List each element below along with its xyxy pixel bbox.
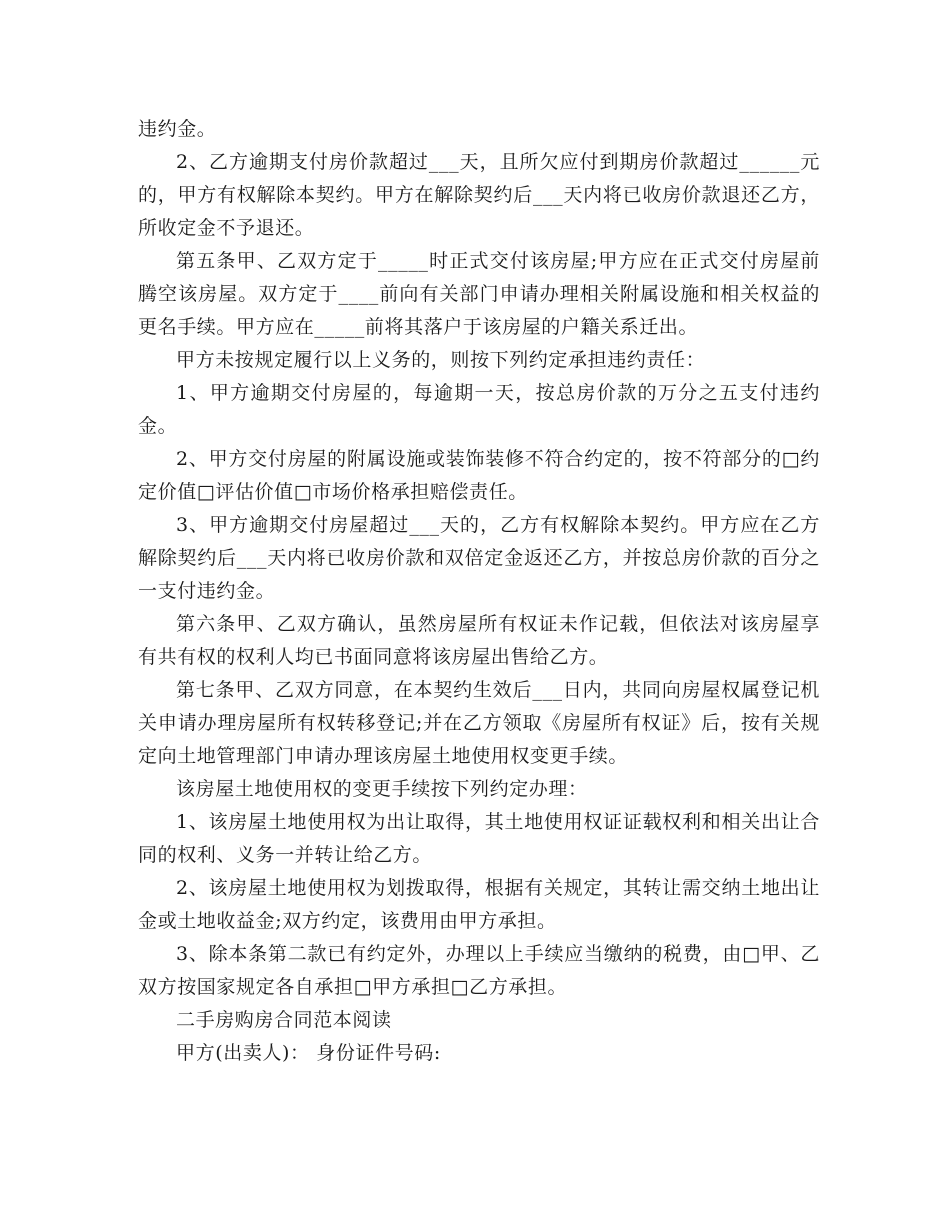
paragraph-land-transfer-grant: 1、该房屋土地使用权为出让取得，其土地使用权证证载权利和相关出让合同的权利、义务一并转让给乙方。 <box>138 811 820 866</box>
paragraph-seller-termination: 3、甲方逾期交付房屋超过___天的，乙方有权解除本契约。甲方应在乙方解除契约后___天内将已收房价款和双倍定金返还乙方，并按总房价款的百分之一支付违约金。 <box>138 514 820 602</box>
paragraph-land-allocation: 2、该房屋土地使用权为划拨取得，根据有关规定，其转让需交纳土地出让金或土地收益金;双方约定，该费用由甲方承担。 <box>138 877 820 932</box>
paragraph-seller-late-delivery: 1、甲方逾期交付房屋的，每逾期一天，按总房价款的万分之五支付违约金。 <box>138 382 820 437</box>
paragraph-taxes-fees: 3、除本条第二款已有约定外，办理以上手续应当缴纳的税费，由□甲、乙双方按国家规定各自承担□甲方承担□乙方承担。 <box>138 943 820 998</box>
paragraph-section-heading: 二手房购房合同范本阅读 <box>176 1009 392 1031</box>
paragraph-article-7-registration: 第七条甲、乙双方同意，在本契约生效后___日内，共同向房屋权属登记机关申请办理房屋所有权转移登记;并在乙方领取《房屋所有权证》后，按有关规定向土地管理部门申请办理该房屋土地使用权变更手续。 <box>138 679 820 767</box>
paragraph-party-a-line: 甲方(出卖人)： 身份证件号码: <box>176 1042 441 1064</box>
paragraph-article-5-delivery: 第五条甲、乙双方定于_____时正式交付该房屋;甲方应在正式交付房屋前腾空该房屋。双方定于____前向有关部门申请办理相关附属设施和相关权益的更名手续。甲方应在_____前将其落户于该房屋的户籍关系迁出。 <box>138 250 820 338</box>
paragraph-buyer-late-payment: 2、乙方逾期支付房价款超过___天，且所欠应付到期房价款超过______元的，甲方有权解除本契约。甲方在解除契约后___天内将已收房价款退还乙方，所收定金不予退还。 <box>138 151 820 239</box>
paragraph-facilities-nonconformity: 2、甲方交付房屋的附属设施或装饰装修不符合约定的，按不符部分的□约定价值□评估价值□市场价格承担赔偿责任。 <box>138 448 820 503</box>
document-body <box>138 113 820 1070</box>
paragraph-land-use-intro: 该房屋土地使用权的变更手续按下列约定办理： <box>176 778 588 800</box>
paragraph-penalty-tail: 违约金。 <box>138 118 217 140</box>
paragraph-article-6-coowners: 第六条甲、乙双方确认，虽然房屋所有权证未作记载，但依法对该房屋享有共有权的权利人均已书面同意将该房屋出售给乙方。 <box>138 613 820 668</box>
paragraph-seller-breach-intro: 甲方未按规定履行以上义务的，则按下列约定承担违约责任： <box>176 349 706 371</box>
